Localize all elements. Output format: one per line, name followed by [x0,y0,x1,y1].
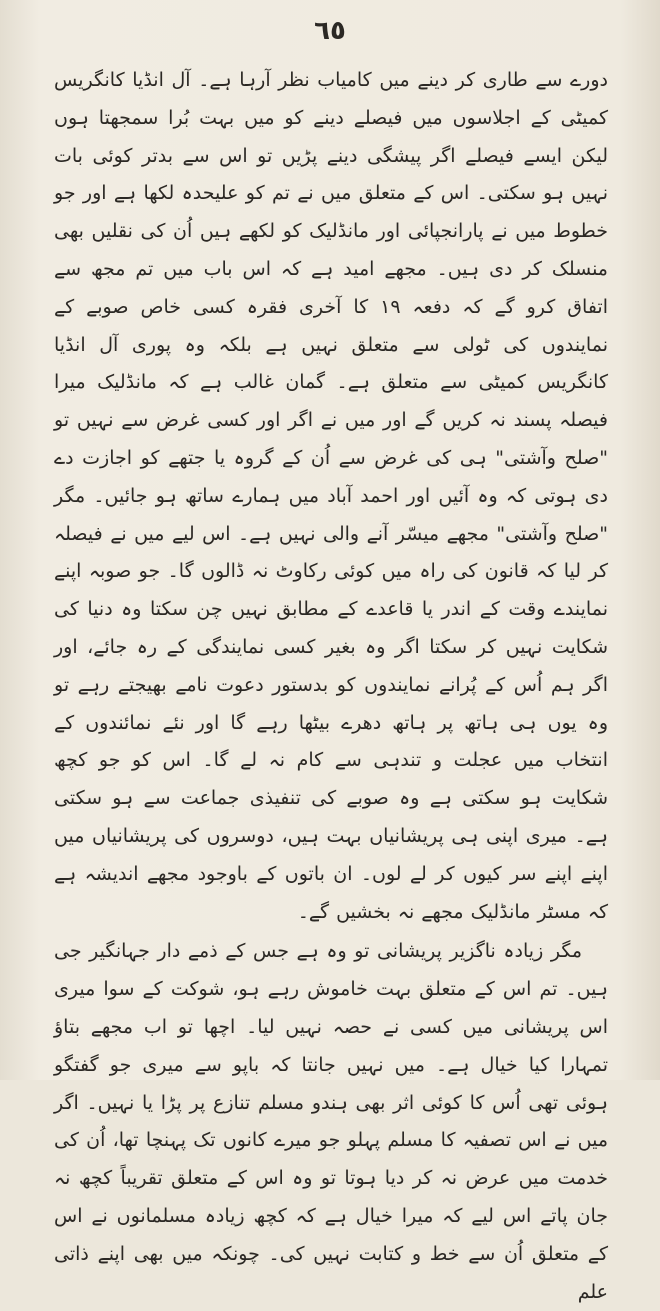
paragraph: دورے سے طاری کر دینے میں کامیاب نظر آرہا ہے۔ آل انڈیا کانگریس کمیٹی کے اجلاسوں میں فیصلے دینے کو میں بہت بُرا سمجھتا ہوں لیکن ایسے فیصلے اگر پیشگی دینے پڑیں تو اس سے بدتر کوئی بات نہیں ہو سکتی۔ اس کے متعلق میں نے تم کو علیحدہ لکھا ہے اور جو خطوط میں نے پارانجپائی اور مانڈلیک کو لکھے ہیں اُن کی نقلیں بھی منسلک کر دی ہیں۔ مجھے امید ہے کہ اس باب میں تم مجھ سے اتفاق کرو گے کہ دفعہ ۱۹ کا آخری فقرہ کسی خاص صوبے کے نمایندوں کی ٹولی سے متعلق نہیں ہے بلکہ وہ پوری آل انڈیا کانگریس کمیٹی سے متعلق ہے۔ گمان غالب ہے کہ مانڈلیک میرا فیصلہ پسند نہ کریں گے اور میں نے اگر اور کسی غرض سے نہیں تو "صلح وآشتی" ہی کی غرض سے اُن کے گروہ یا جتھے کو اجازت دے دی ہوتی کہ وہ آئیں اور احمد آباد میں ہمارے ساتھ ہو جائیں۔ مگر "صلح وآشتی" مجھے میسّر آنے والی نہیں ہے۔ اس لیے میں نے فیصلہ کر لیا کہ قانون کی راہ میں کوئی رکاوٹ نہ ڈالوں گا۔ جو صوبہ اپنے نمایندے وقت کے اندر یا قاعدے کے مطابق نہیں چن سکتا وہ دنیا کی شکایت نہیں کر سکتا اگر وہ بغیر کسی نمایندگی کے رہ جائے، اور اگر ہم اُس کے پُرانے نمایندوں کو بدستور دعوت نامے بھیجتے رہے تو وہ یوں ہی ہاتھ پر ہاتھ دھرے بیٹھا رہے گا اور نئے نمائندوں کے انتخاب میں عجلت و تندہی سے کام نہ لے گا۔ اس کو جو کچھ شکایت ہو سکتی ہے وہ صوبے کی تنفیذی جماعت سے ہو سکتی ہے۔ میری اپنی ہی پریشانیاں بہت ہیں، دوسروں کی پریشانیاں میں اپنے اپنے سر کیوں کر لے لوں۔ ان باتوں کے باوجود مجھے اندیشہ ہے کہ مسٹر مانڈلیک مجھے نہ بخشیں گے۔ [54,69,609,923]
paragraph: مگر زیادہ ناگزیر پریشانی تو وہ ہے جس کے ذمے دار جہانگیر جی ہیں۔ تم اس کے متعلق بہت خاموش رہے ہو، شوکت کے سوا میری اس پریشانی میں کسی نے حصہ نہیں لیا۔ اچھا تو اب مجھے بتاؤ تمہارا کیا خیال ہے۔ میں نہیں جانتا کہ باپو سے میری جو گفتگو ہوئی تھی اُس کا کوئی اثر بھی ہندو مسلم تنازع پر پڑا یا نہیں۔ اگر میں نے اس تصفیہ کا مسلم پہلو جو میرے کانوں تک پہنچا تھا، اُن کی خدمت میں عرض نہ کر دیا ہوتا تو وہ اس کے متعلق تقریباً کچھ نہ جان پاتے اس لیے کہ میرا خیال ہے کہ کچھ زیادہ مسلمانوں نے اس کے متعلق اُن سے خط و کتابت نہیں کی۔ چونکہ میں بھی اپنے ذاتی علم [54,940,608,1303]
body-text [54,62,608,1311]
page-number: ٦٥ [314,16,346,46]
